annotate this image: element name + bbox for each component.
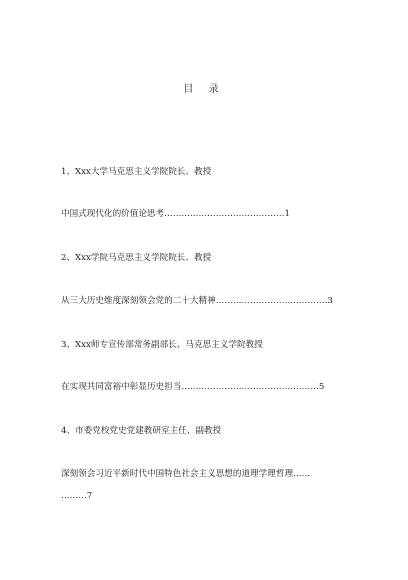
toc-entry-3-page: 5 xyxy=(318,382,325,392)
toc-entry-4-article: 深刻领会习近平新时代中国特色社会主义思想的道理学理哲理 xyxy=(61,469,294,479)
toc-entry-4-line[interactable] xyxy=(61,468,310,480)
toc-entry-2-article: 从三大历史维度深刻领会党的二十大精神 xyxy=(61,296,216,306)
toc-title: 目 录 xyxy=(183,84,225,95)
toc-entry-1-author: 1、Xxx大学马克思主义学院院长、教授 xyxy=(61,167,212,177)
toc-entry-4-leader: …… xyxy=(293,469,311,479)
toc-entry-1-page: 1 xyxy=(284,209,290,219)
toc-entry-1-line[interactable] xyxy=(61,208,290,220)
toc-entry-4-author: 4、市委党校党史党建教研室主任、副教授 xyxy=(61,426,222,436)
toc-entry-2-line[interactable] xyxy=(61,295,333,307)
toc-entry-4-leader-cont: ……… xyxy=(61,491,87,501)
toc-entry-2-page: 3 xyxy=(327,296,333,306)
toc-entry-1-leader: …………………………………… xyxy=(164,209,285,219)
toc-entry-4-line-cont[interactable] xyxy=(61,490,92,502)
toc-entry-2-leader: ………………………………… xyxy=(215,296,328,306)
toc-entry-4-page: 7 xyxy=(86,491,93,501)
toc-entry-3-article: 在实现共同富裕中彰显历史担当 xyxy=(61,382,182,392)
toc-entry-3-line[interactable] xyxy=(61,381,324,393)
toc-entry-2-author: 2、Xxx学院马克思主义学院院长、教授 xyxy=(61,253,212,263)
toc-entry-3-leader: ………………………………………… xyxy=(181,382,319,392)
toc-entry-3-author: 3、Xxx师专宣传部常务副部长、马克思主义学院教授 xyxy=(61,340,263,350)
toc-entry-1-article: 中国式现代化的价值论思考 xyxy=(61,209,165,219)
